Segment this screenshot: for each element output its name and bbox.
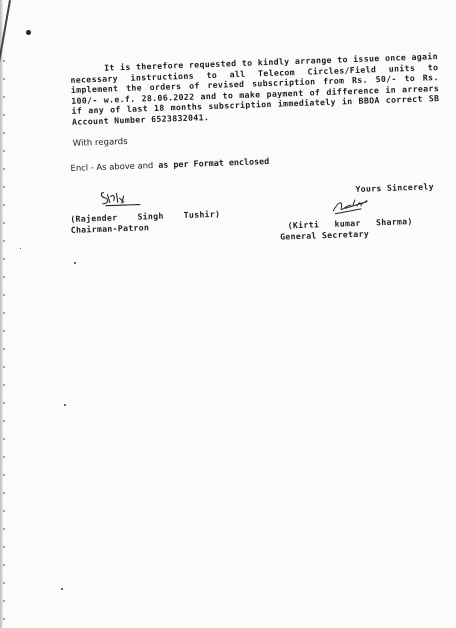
scan-speck: [20, 248, 21, 249]
left-signature-image: [99, 187, 144, 209]
left-name-part: (Rajender: [70, 212, 118, 224]
right-signatory-designation: General Secretary: [279, 228, 370, 242]
left-name-part: Tushir): [183, 208, 221, 221]
scan-speck: [64, 404, 66, 406]
right-name-part: (Kirti: [287, 219, 320, 231]
scan-speck: [61, 588, 63, 590]
enclosure-prefix: Encl - As above and: [70, 160, 154, 173]
closing-text: With regards: [72, 136, 128, 149]
right-signature-image: [331, 195, 372, 216]
left-name-part: Singh: [137, 210, 164, 222]
enclosure-rest: as per Format enclosed: [153, 156, 270, 171]
right-name-part: kumar: [334, 217, 361, 229]
left-signatory-designation: Chairman-Patron: [70, 222, 150, 235]
yours-sincerely: Yours Sincerely: [355, 181, 435, 195]
body-paragraph: It is therefore requested to kindly arrange to issue once again necessary instructions to all Telecom Circles/Field units to implement the orders of revised subscription from Rs. 50/- to Rs. 100/- w.e.f. 28.06.2022 and to make payment of difference in arrears if any of last 18 months subscription immediately in BBOA correct SB Account Number 6523832041.: [70, 51, 440, 127]
left-signatory: [69, 185, 221, 235]
scan-speck: [74, 262, 76, 264]
right-signatory: [279, 194, 413, 242]
right-name-part: Sharma): [375, 216, 413, 228]
enclosure-line: [70, 156, 269, 173]
